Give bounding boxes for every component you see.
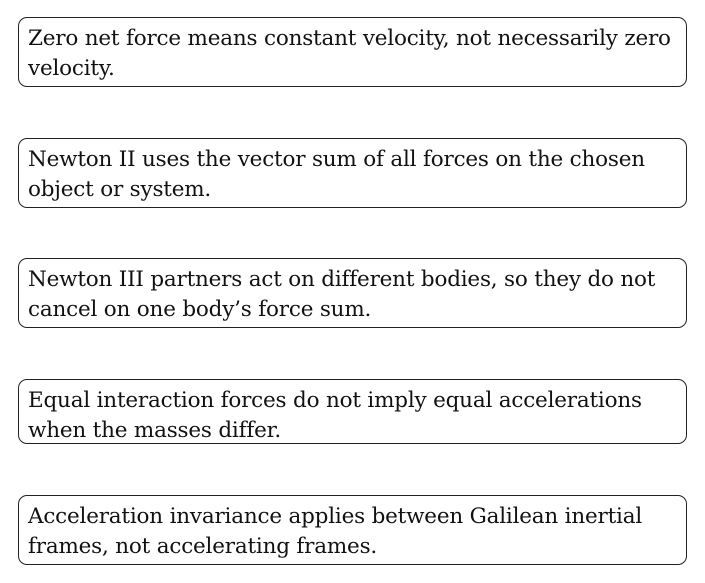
statement-text: Newton II uses the vector sum of all forces on the chosen object or system. — [28, 147, 645, 202]
statement-card — [18, 379, 687, 444]
statement-text: Acceleration invariance applies between Galilean inertial frames, not accelerating frames. — [28, 504, 643, 559]
statement-text: Equal interaction forces do not imply equal accelerations when the masses differ. — [28, 388, 642, 443]
statement-card — [18, 495, 687, 565]
statement-text: Newton III partners act on different bodies, so they do not cancel on one body’s force sum. — [28, 267, 656, 322]
statement-card — [18, 138, 687, 208]
statement-text: Zero net force means constant velocity, not necessarily zero velocity. — [28, 26, 671, 81]
statement-card — [18, 17, 687, 87]
statement-card — [18, 258, 687, 328]
